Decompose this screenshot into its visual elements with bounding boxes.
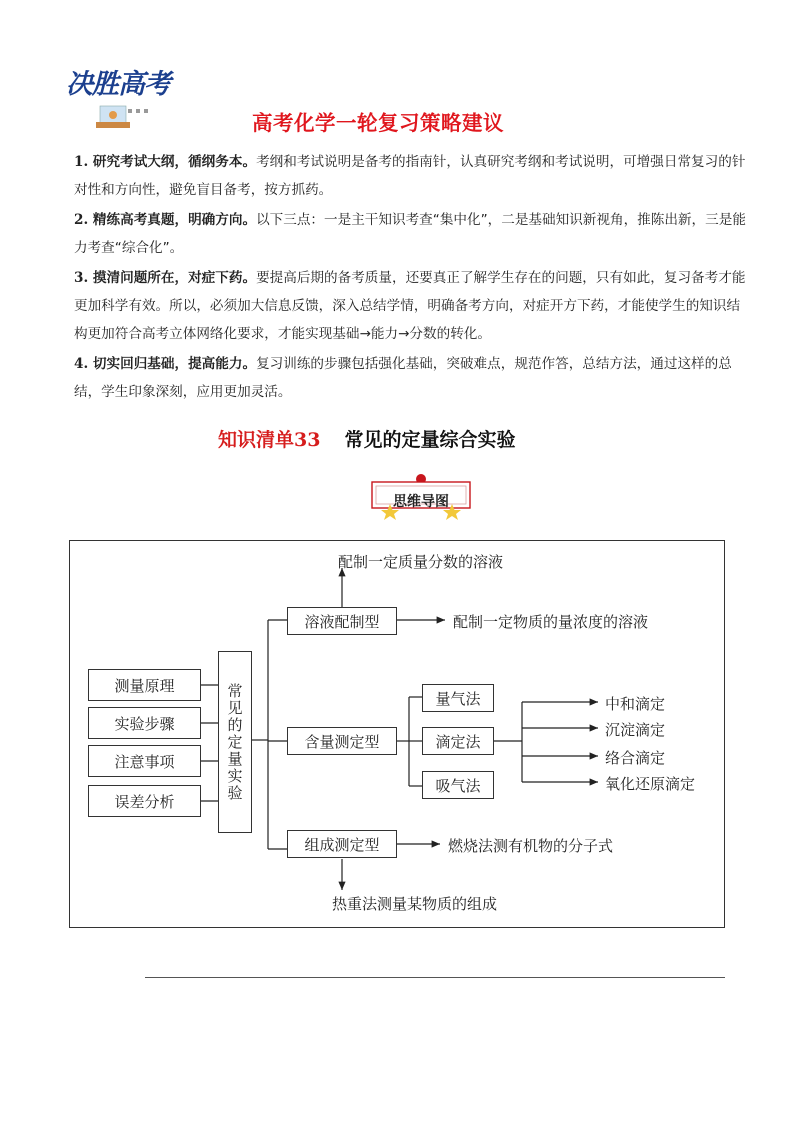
badge-label: 思维导图 (393, 494, 449, 510)
mindmap-badge (370, 484, 472, 518)
advice-text: 要提高后期的备考质量，还要真正了解学生存在的问题，只有如此，复习备考才能更加科学有效。所以，必须加大信息反馈，深入总结学情，明确备考方向，对症开方下药，才能使学生的知识结构更加符合高考立体网络化要求，才能实现基础→能力→分数的转化。 (74, 270, 746, 342)
section-label: 知识清单33 (218, 429, 321, 451)
left-item-steps: 实验步骤 (88, 707, 201, 739)
left-item-notes: 注意事项 (88, 745, 201, 777)
advice-text: 考纲和考试说明是备考的指南针，认真研究考纲和考试说明，可增强日常复习的针对性和方向性，避免盲目备考，按方抓药。 (74, 154, 746, 198)
advice-text: 复习训练的步骤包括强化基础，突破难点，规范作答，总结方法，通过这样的总结，学生印象深刻，应用更加灵活。 (74, 356, 732, 400)
titration-neutralization: 中和滴定 (605, 695, 666, 713)
branch-content-measure: 含量测定型 (287, 727, 397, 755)
titration-precipitation: 沉淀滴定 (605, 721, 666, 739)
branch-solution-prep: 溶液配制型 (287, 607, 397, 635)
advice-paragraph-3 (74, 264, 746, 348)
section-title (218, 425, 515, 452)
advice-paragraph-1 (74, 148, 746, 204)
left-item-error: 误差分析 (88, 785, 201, 817)
method-titration: 滴定法 (422, 727, 494, 755)
top-result-label: 配制一定质量分数的溶液 (338, 553, 504, 571)
section-heading: 常见的定量综合实验 (344, 429, 516, 451)
advice-text: 以下三点：一是主干知识考查“集中化”，二是基础知识新视角，推陈出新，三是能力考查“综合化”。 (74, 212, 746, 256)
footer-divider (145, 977, 725, 978)
advice-paragraph-2 (74, 206, 746, 262)
logo (66, 62, 184, 140)
advice-paragraph-4 (74, 350, 746, 406)
method-gas-absorb: 吸气法 (422, 771, 494, 799)
titration-complexation: 络合滴定 (605, 749, 666, 767)
branch-solution-result: 配制一定物质的量浓度的溶液 (453, 613, 649, 631)
advice-heading: 1. 研究考试大纲，循纲务本。 (74, 154, 257, 170)
advice-heading: 4. 切实回归基础，提高能力。 (74, 356, 257, 372)
logo-text: 决胜高考 (66, 69, 170, 100)
bottom-result-label: 热重法测量某物质的组成 (332, 895, 498, 913)
left-item-principle: 测量原理 (88, 669, 201, 701)
page-title: 高考化学一轮复习策略建议 (252, 111, 504, 135)
center-node: 常见的定量实验 (218, 651, 252, 833)
advice-heading: 2. 精练高考真题，明确方向。 (74, 212, 257, 228)
advice-heading: 3. 摸清问题所在，对症下药。 (74, 270, 257, 286)
branch-composition: 组成测定型 (287, 830, 397, 858)
branch-composition-result: 燃烧法测有机物的分子式 (448, 837, 614, 855)
logo-graphic (66, 62, 184, 140)
titration-redox: 氧化还原滴定 (605, 775, 696, 793)
mindmap-diagram (69, 540, 725, 928)
method-gas-volume: 量气法 (422, 684, 494, 712)
